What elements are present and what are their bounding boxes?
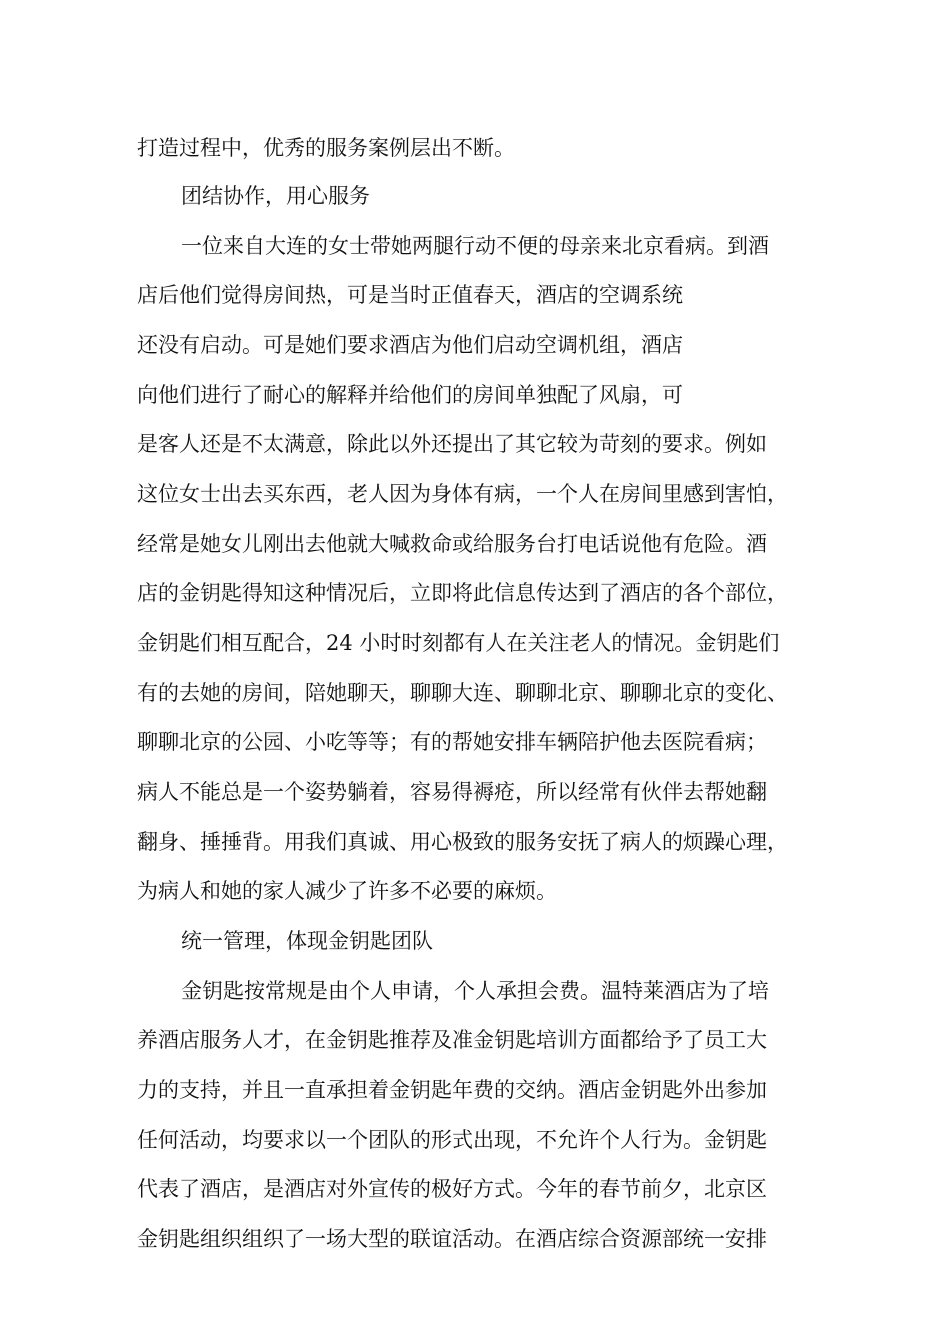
text-line: 为病人和她的家人减少了许多不必要的麻烦。 [137,879,557,903]
text-line: 店后他们觉得房间热，可是当时正值春天，酒店的空调系统 [137,283,683,307]
text-line: 是客人还是不太满意，除此以外还提出了其它较为苛刻的要求。例如 [137,432,767,456]
text-line: 金钥匙组织组织了一场大型的联谊活动。在酒店综合资源部统一安排 [137,1227,767,1251]
text-line: 力的支持，并且一直承担着金钥匙年费的交纳。酒店金钥匙外出参加 [137,1078,767,1102]
section-heading: 团结协作，用心服务 [181,184,370,208]
text-line: 金钥匙按常规是由个人申请，个人承担会费。温特莱酒店为了培 [181,979,769,1003]
text-line: 店的金钥匙得知这种情况后，立即将此信息传达到了酒店的各个部位， [137,581,788,605]
text-line: 代表了酒店，是酒店对外宣传的极好方式。今年的春节前夕，北京区 [137,1177,767,1201]
text-line: 一位来自大连的女士带她两腿行动不便的母亲来北京看病。到酒 [181,234,769,258]
text-line: 养酒店服务人才，在金钥匙推荐及准金钥匙培训方面都给予了员工大 [137,1028,767,1052]
text-line: 有的去她的房间，陪她聊天，聊聊大连、聊聊北京、聊聊北京的变化、 [137,681,788,705]
text-line: 翻身、捶捶背。用我们真诚、用心极致的服务安抚了病人的烦躁心理， [137,830,788,854]
text-line: 这位女士出去买东西，老人因为身体有病，一个人在房间里感到害怕， [137,482,788,506]
text-line: 金钥匙们相互配合，24 小时时刻都有人在关注老人的情况。金钥匙们 [137,631,780,655]
text-line: 经常是她女儿刚出去他就大喊救命或给服务台打电话说他有危险。酒 [137,532,767,556]
text-line: 向他们进行了耐心的解释并给他们的房间单独配了风扇，可 [137,383,683,407]
text-line: 聊聊北京的公园、小吃等等；有的帮她安排车辆陪护他去医院看病； [137,730,767,754]
text-line: 打造过程中，优秀的服务案例层出不断。 [137,136,515,160]
text-line: 任何活动，均要求以一个团队的形式出现，不允许个人行为。金钥匙 [137,1128,767,1152]
text-line: 还没有启动。可是她们要求酒店为他们启动空调机组，酒店 [137,333,683,357]
text-line: 病人不能总是一个姿势躺着，容易得褥疮，所以经常有伙伴去帮她翻 [137,780,767,804]
section-heading: 统一管理，体现金钥匙团队 [181,929,433,953]
